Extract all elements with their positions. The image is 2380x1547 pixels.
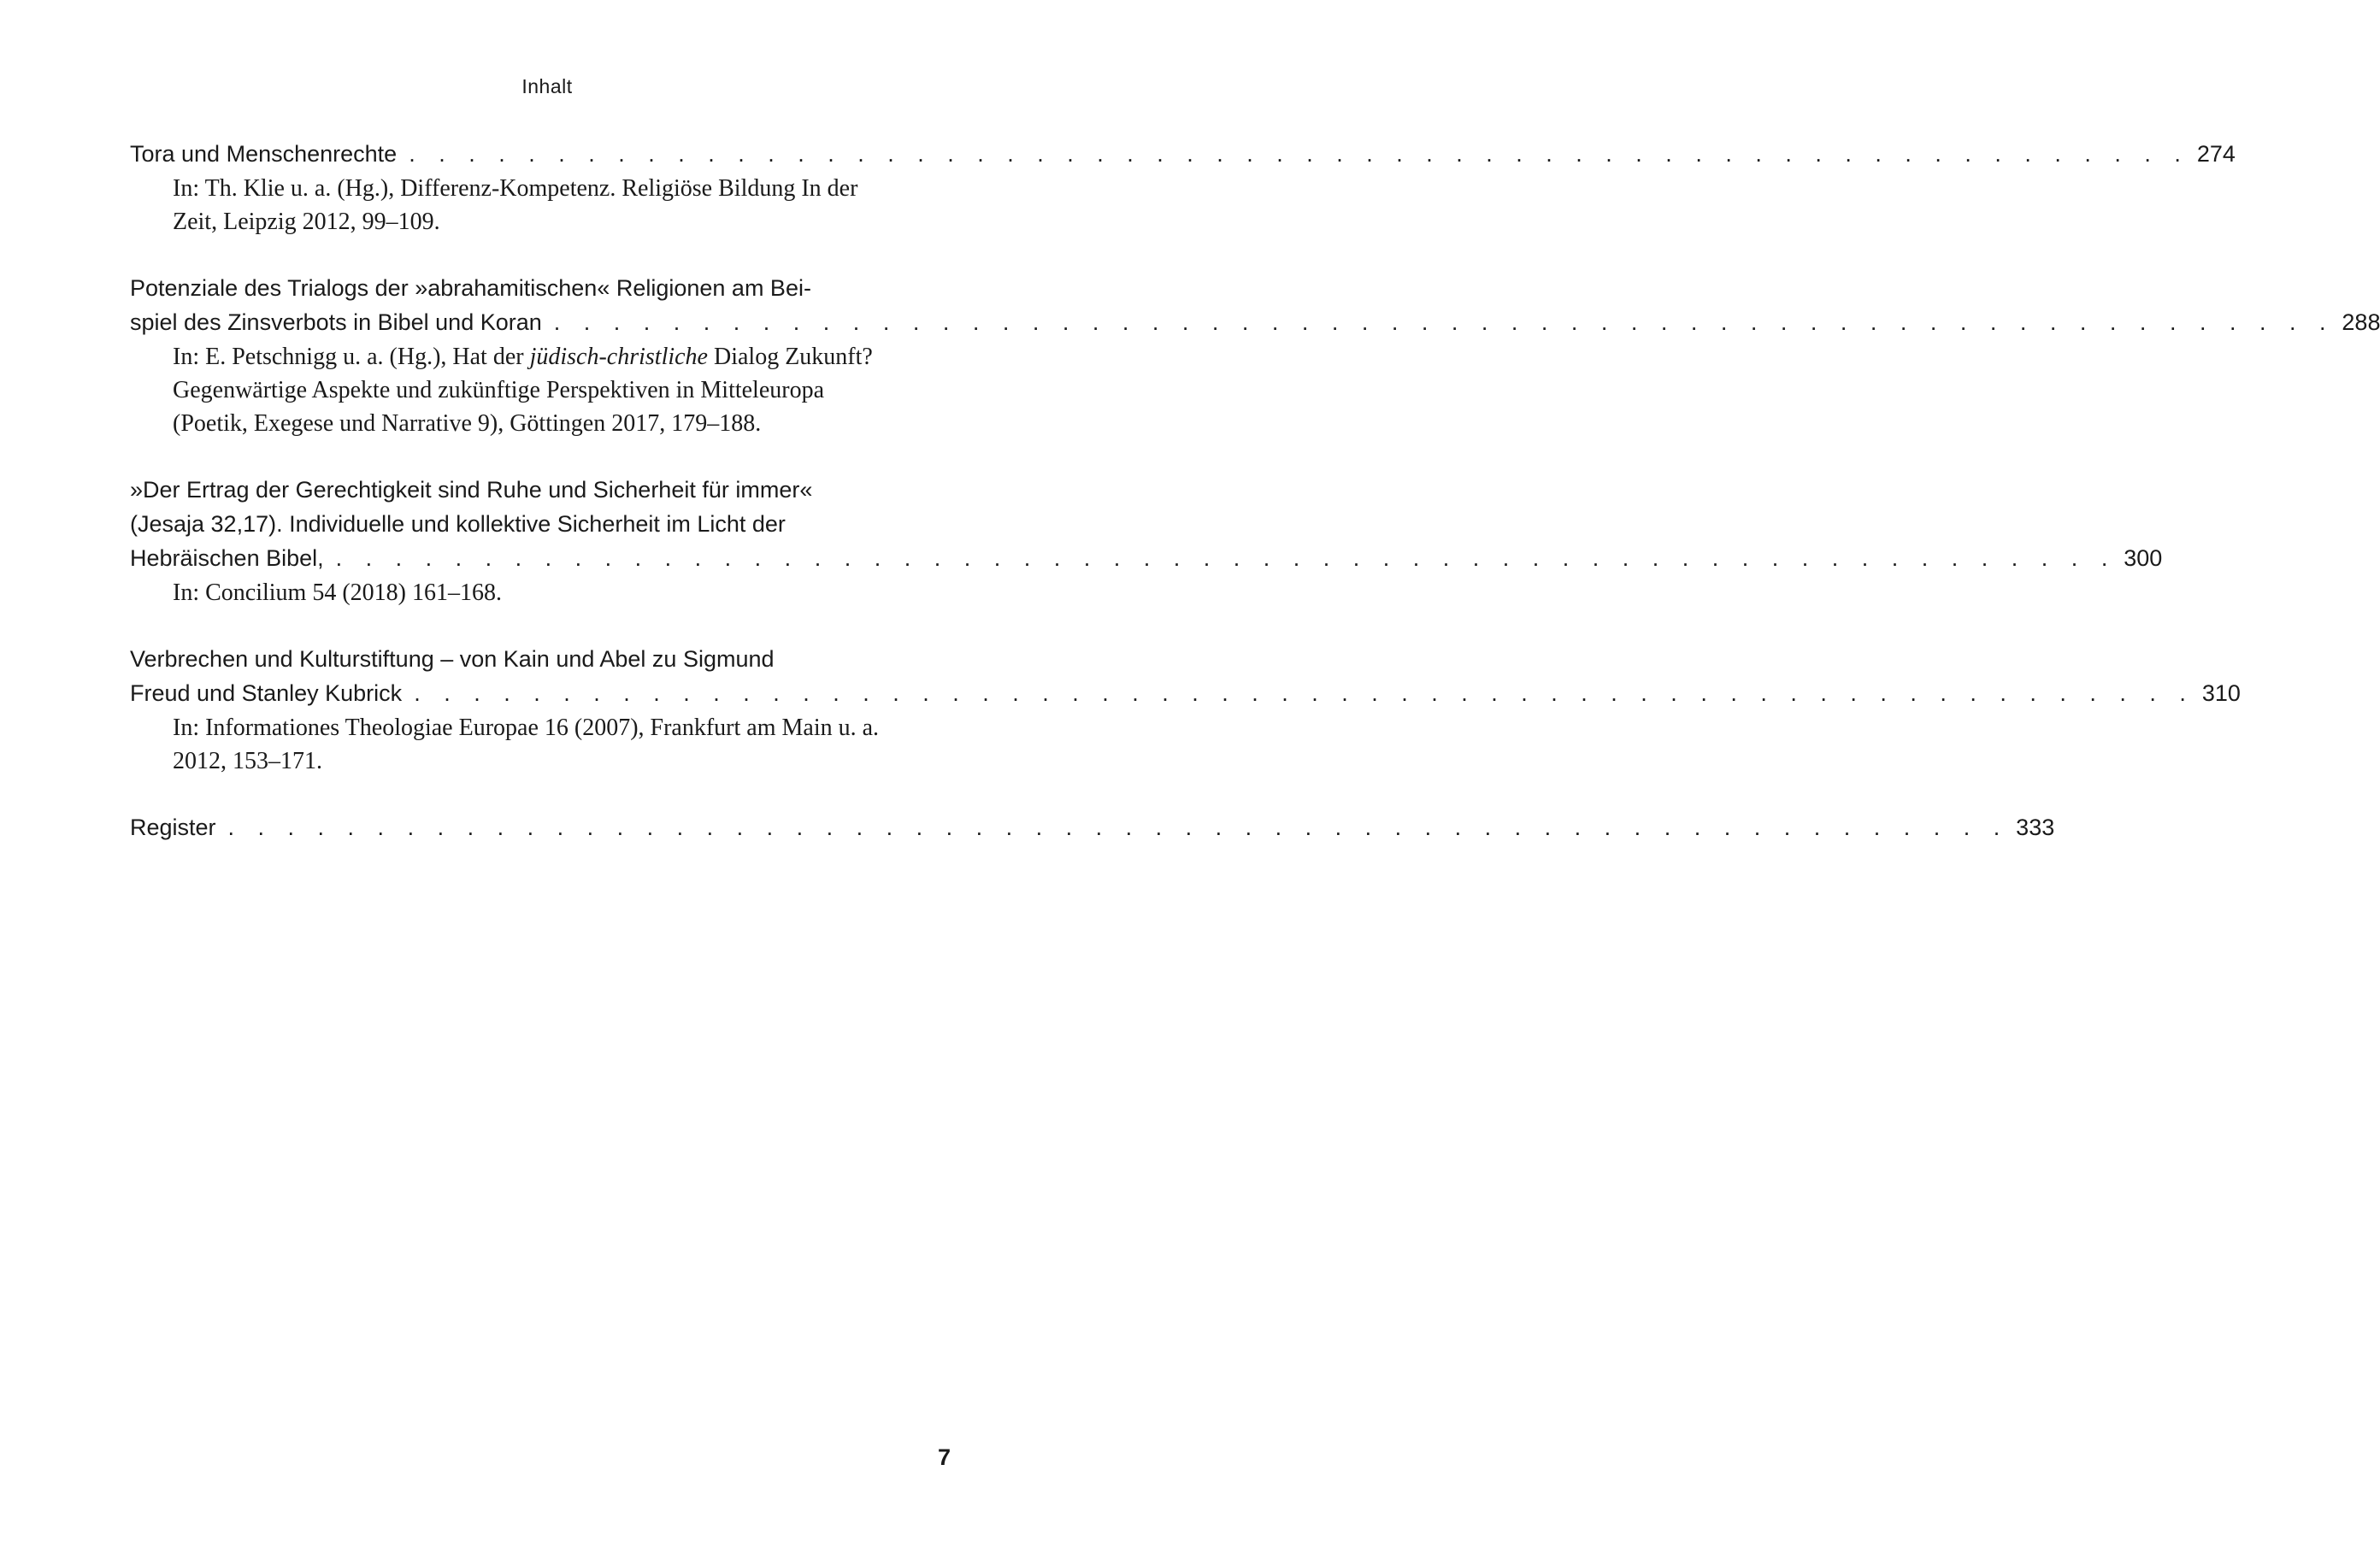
toc-entry-title-line [130,541,2163,575]
toc-entry-title-line: (Jesaja 32,17). Individuelle und kollektive Sicherheit im Licht der [130,511,786,537]
toc-entry-title: spiel des Zinsverbots in Bibel und Koran [130,309,542,335]
page-number: 7 [937,1444,951,1470]
toc-entry-title-line [130,137,2236,171]
table-of-contents [130,137,2380,877]
toc-entry-title: Register [130,815,216,840]
toc-entry-source: In: Informationes Theologiae Europae 16 (2007), Frankfurt am Main u. a. 2012, 153–171. [173,715,880,774]
toc-entry-page-number: 333 [2016,815,2055,840]
dot-leader: . . . . . . . . . . . . . . . . . . . . . . . . . . . . . . . . . . . . . . . . . . . . . . . . . . . . . . . . . . . . [409,141,2189,167]
dot-leader: . . . . . . . . . . . . . . . . . . . . . . . . . . . . . . . . . . . . . . . . . . . . . . . . . . . . . . . . . . . . [553,309,2335,335]
toc-entry [130,137,2236,238]
toc-entry-title-line: Verbrechen und Kulturstiftung – von Kain und Abel zu Sigmund [130,646,775,672]
toc-entry-title-line: »Der Ertrag der Gerechtigkeit sind Ruhe und Sicherheit für immer« [130,477,813,503]
running-head: Inhalt [521,75,573,97]
toc-entry-title-line [130,810,2055,844]
dot-leader: . . . . . . . . . . . . . . . . . . . . . . . . . . . . . . . . . . . . . . . . . . . . . . . . . . . . . . . . . . . . [414,680,2194,706]
toc-entry-page-number: 274 [2196,141,2236,167]
toc-entry-page-number: 310 [2201,680,2241,706]
toc-entry-title: Tora und Menschenrechte [130,141,398,167]
toc-entry-title-line [130,305,2380,339]
toc-entry-source: In: Th. Klie u. a. (Hg.), Differenz-Kompetenz. Religiöse Bildung In der Zeit, Leipzig 2012, 99–109. [173,175,858,235]
toc-entry-page-number: 288 [2342,309,2380,335]
toc-entry [130,642,2241,778]
toc-entry-title: Freud und Stanley Kubrick [130,680,403,706]
toc-entry-title: Hebräischen Bibel, [130,545,324,571]
toc-entry-source: In: E. Petschnigg u. a. (Hg.), Hat der jüdisch-christliche Dialog Zukunft? Gegenwärtige Aspekte und zukünftige Perspektiven in Mitteleuropa (Poetik, Exegese und Narrative 9), Göttingen 2017, 179–188. [173,344,873,437]
dot-leader: . . . . . . . . . . . . . . . . . . . . . . . . . . . . . . . . . . . . . . . . . . . . . . . . . . . . . . . . . . . . [227,815,2009,840]
toc-entry-title-line: Potenziale des Trialogs der »abrahamitischen« Religionen am Bei- [130,275,811,301]
toc-entry [130,271,2380,440]
toc-entry [130,810,2055,844]
dot-leader: . . . . . . . . . . . . . . . . . . . . . . . . . . . . . . . . . . . . . . . . . . . . . . . . . . . . . . . . . . . . [335,545,2117,571]
toc-entry [130,473,2163,609]
toc-entry-title-line [130,676,2241,710]
toc-entry-source: In: Concilium 54 (2018) 161–168. [173,579,502,606]
toc-entry-page-number: 300 [2124,545,2163,571]
